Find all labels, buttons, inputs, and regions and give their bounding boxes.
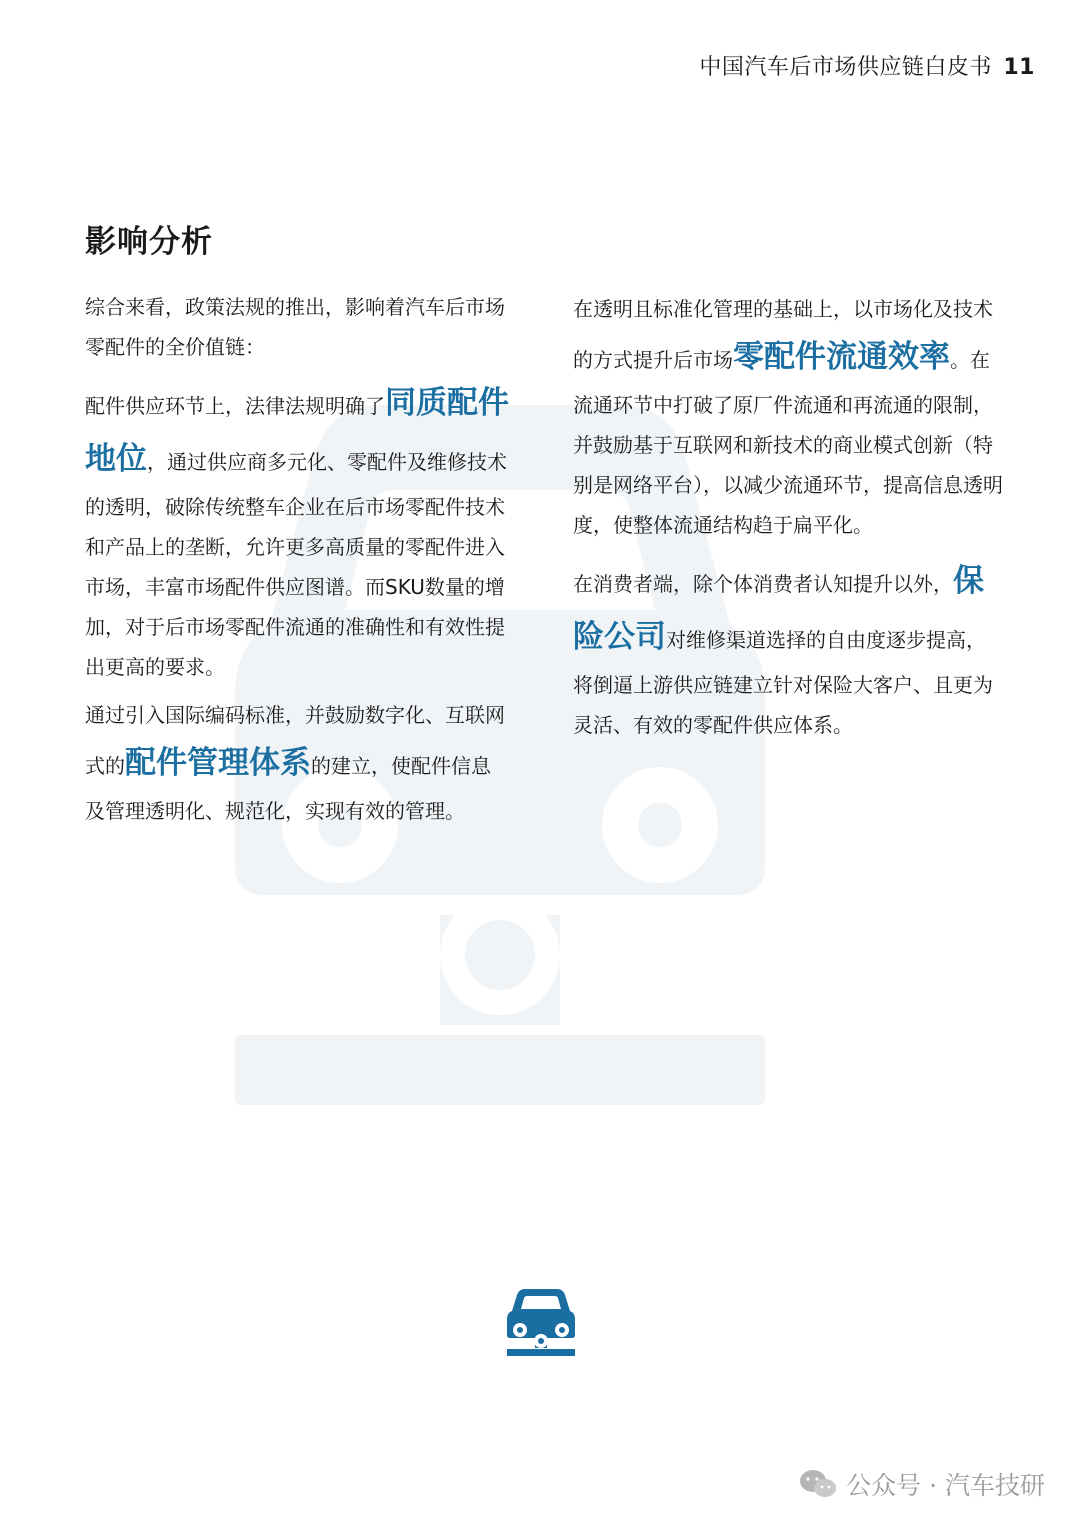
highlight-text: 同质配件地位 [85,385,509,477]
highlight-text: 配件管理体系 [125,745,311,781]
document-title: 中国汽车后市场供应链白皮书 [699,55,992,80]
source-credit [798,1466,1045,1502]
paragraph: 综合来看，政策法规的推出，影响着汽车后市场零配件的全价值链： [85,295,505,359]
paragraph: 通过引入国际编码标准，并鼓励数字化、互联网式的配件管理体系的建立，使配件信息及管理透明化、规范化，实现有效的管理。 [85,703,505,823]
paragraph: 在透明且标准化管理的基础上，以市场化及技术的方式提升后市场零配件流通效率。在流通环节中打破了原厂件流通和再流通的限制，并鼓励基于互联网和新技术的商业模式创新（特别是网络平台），以减少流通环节，提高信息透明度，使整体流通结构趋于扁平化。 [573,297,1003,537]
car-lift-icon [505,1285,577,1357]
page-header [699,50,1035,81]
page-number: 11 [1003,55,1035,80]
highlight-text: 保险公司 [573,563,984,655]
wechat-icon [798,1468,838,1500]
paragraph: 在消费者端，除个体消费者认知提升以外，保险公司对维修渠道选择的自由度逐步提高，将倒逼上游供应链建立针对保险大客户、且更为灵活、有效的零配件供应体系。 [573,563,993,737]
paragraph: 配件供应环节上，法律法规明确了同质配件地位，通过供应商多元化、零配件及维修技术的透明，破除传统整车企业在后市场零配件技术和产品上的垄断，允许更多高质量的零配件进入市场，丰富市场配件供应图谱。而SKU数量的增加，对于后市场零配件流通的准确性和有效性提出更高的要求。 [85,385,509,679]
highlight-text: 零配件流通效率 [733,339,950,375]
credit-text: 公众号 · 汽车技研 [846,1471,1045,1500]
left-column [85,287,510,839]
section-title: 影响分析 [85,224,213,260]
right-column [573,289,1003,753]
